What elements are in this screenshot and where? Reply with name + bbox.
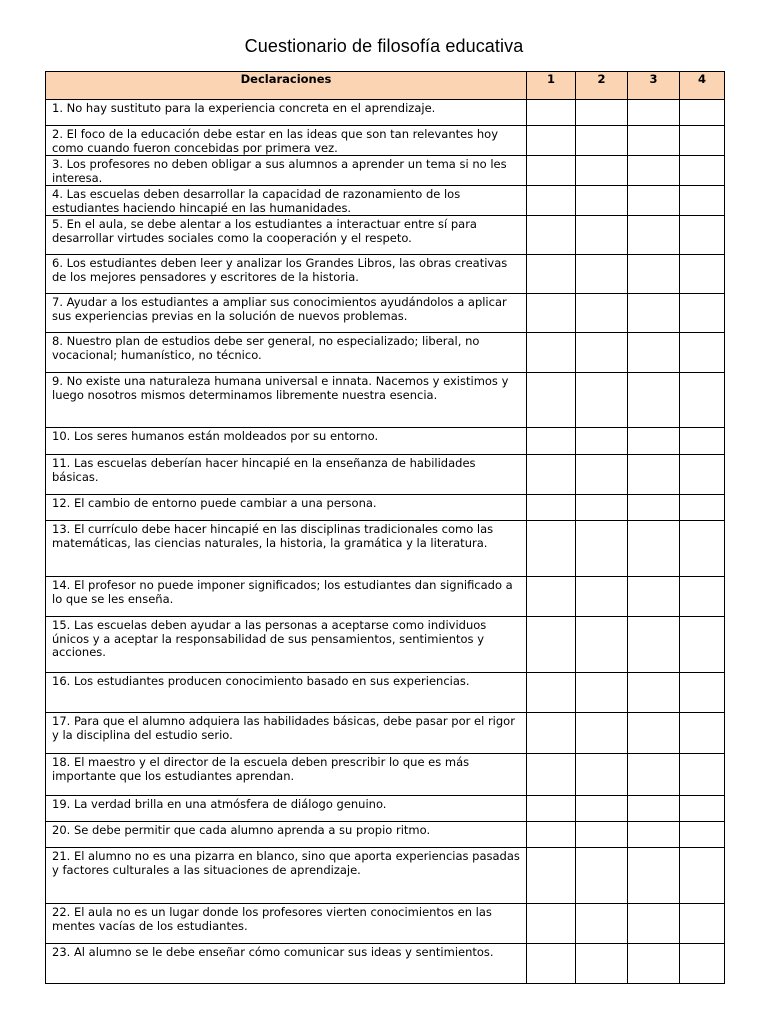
rating-cell-2[interactable] bbox=[576, 186, 628, 216]
rating-cell-3[interactable] bbox=[628, 822, 680, 848]
rating-cell-1[interactable] bbox=[527, 617, 576, 673]
rating-cell-2[interactable] bbox=[576, 255, 628, 294]
rating-cell-3[interactable] bbox=[628, 617, 680, 673]
rating-cell-3[interactable] bbox=[628, 754, 680, 796]
table-row bbox=[46, 495, 725, 521]
rating-cell-1[interactable] bbox=[527, 428, 576, 455]
statement-text: 13. El currículo debe hacer hincapié en las disciplinas tradicionales como las matemáticas, las ciencias naturales, la historia, la gramática y la literatura. bbox=[46, 521, 527, 577]
rating-cell-2[interactable] bbox=[576, 156, 628, 186]
rating-cell-1[interactable] bbox=[527, 156, 576, 186]
rating-cell-4[interactable] bbox=[680, 495, 725, 521]
rating-cell-2[interactable] bbox=[576, 944, 628, 984]
table-row bbox=[46, 156, 725, 186]
statement-text: 23. Al alumno se le debe enseñar cómo comunicar sus ideas y sentimientos. bbox=[46, 944, 527, 984]
rating-cell-1[interactable] bbox=[527, 255, 576, 294]
rating-cell-4[interactable] bbox=[680, 944, 725, 984]
rating-cell-3[interactable] bbox=[628, 904, 680, 944]
rating-cell-2[interactable] bbox=[576, 904, 628, 944]
rating-cell-1[interactable] bbox=[527, 796, 576, 822]
rating-cell-3[interactable] bbox=[628, 673, 680, 713]
rating-cell-2[interactable] bbox=[576, 216, 628, 255]
document-title: Cuestionario de filosofía educativa bbox=[244, 36, 524, 56]
rating-cell-3[interactable] bbox=[628, 126, 680, 156]
statement-text: 7. Ayudar a los estudiantes a ampliar sus conocimientos ayudándolos a aplicar sus experiencias previas en la solución de nuevos problemas. bbox=[46, 294, 527, 333]
rating-cell-1[interactable] bbox=[527, 577, 576, 617]
rating-cell-4[interactable] bbox=[680, 126, 725, 156]
rating-cell-1[interactable] bbox=[527, 186, 576, 216]
rating-cell-4[interactable] bbox=[680, 455, 725, 495]
rating-cell-1[interactable] bbox=[527, 521, 576, 577]
table-row bbox=[46, 216, 725, 255]
table-row bbox=[46, 126, 725, 156]
rating-cell-4[interactable] bbox=[680, 822, 725, 848]
rating-cell-2[interactable] bbox=[576, 521, 628, 577]
statement-text: 17. Para que el alumno adquiera las habilidades básicas, debe pasar por el rigor y la disciplina del estudio serio. bbox=[46, 713, 527, 754]
table-row bbox=[46, 255, 725, 294]
rating-cell-4[interactable] bbox=[680, 333, 725, 373]
rating-cell-3[interactable] bbox=[628, 100, 680, 126]
rating-cell-3[interactable] bbox=[628, 944, 680, 984]
statement-text: 9. No existe una naturaleza humana universal e innata. Nacemos y existimos y luego nosotros mismos determinamos libremente nuestra esencia. bbox=[46, 373, 527, 428]
rating-cell-4[interactable] bbox=[680, 848, 725, 904]
table-row bbox=[46, 373, 725, 428]
table-row bbox=[46, 673, 725, 713]
statement-text: 16. Los estudiantes producen conocimiento basado en sus experiencias. bbox=[46, 673, 527, 713]
statement-text: 18. El maestro y el director de la escuela deben prescribir lo que es más importante que los estudiantes aprendan. bbox=[46, 754, 527, 796]
rating-cell-4[interactable] bbox=[680, 255, 725, 294]
rating-cell-3[interactable] bbox=[628, 577, 680, 617]
rating-cell-4[interactable] bbox=[680, 100, 725, 126]
table-row bbox=[46, 944, 725, 984]
rating-cell-4[interactable] bbox=[680, 156, 725, 186]
statement-text: 5. En el aula, se debe alentar a los estudiantes a interactuar entre sí para desarrollar virtudes sociales como la cooperación y el respeto. bbox=[46, 216, 527, 255]
table-row bbox=[46, 100, 725, 126]
statement-text: 15. Las escuelas deben ayudar a las personas a aceptarse como individuos únicos y a aceptar la responsabilidad de sus pensamientos, sentimientos y acciones. bbox=[46, 617, 527, 673]
header-scale-2: 2 bbox=[576, 72, 628, 100]
table-row bbox=[46, 521, 725, 577]
statement-text: 1. No hay sustituto para la experiencia concreta en el aprendizaje. bbox=[46, 100, 527, 126]
statement-text: 12. El cambio de entorno puede cambiar a una persona. bbox=[46, 495, 527, 521]
rating-cell-2[interactable] bbox=[576, 294, 628, 333]
statement-text: 21. El alumno no es una pizarra en blanco, sino que aporta experiencias pasadas y factores culturales a las situaciones de aprendizaje. bbox=[46, 848, 527, 904]
rating-cell-3[interactable] bbox=[628, 373, 680, 428]
rating-cell-2[interactable] bbox=[576, 673, 628, 713]
statement-text: 11. Las escuelas deberían hacer hincapié en la enseñanza de habilidades básicas. bbox=[46, 455, 527, 495]
table-row bbox=[46, 333, 725, 373]
header-scale-1: 1 bbox=[527, 72, 576, 100]
statement-text: 8. Nuestro plan de estudios debe ser general, no especializado; liberal, no vocacional; humanístico, no técnico. bbox=[46, 333, 527, 373]
table-row bbox=[46, 713, 725, 754]
table-row bbox=[46, 848, 725, 904]
statement-text: 3. Los profesores no deben obligar a sus alumnos a aprender un tema si no les interesa. bbox=[46, 156, 527, 186]
rating-cell-1[interactable] bbox=[527, 822, 576, 848]
rating-cell-3[interactable] bbox=[628, 848, 680, 904]
rating-cell-1[interactable] bbox=[527, 754, 576, 796]
rating-cell-4[interactable] bbox=[680, 904, 725, 944]
rating-cell-1[interactable] bbox=[527, 673, 576, 713]
table-row bbox=[46, 294, 725, 333]
rating-cell-4[interactable] bbox=[680, 373, 725, 428]
rating-cell-2[interactable] bbox=[576, 796, 628, 822]
statement-text: 10. Los seres humanos están moldeados por su entorno. bbox=[46, 428, 527, 455]
rating-cell-1[interactable] bbox=[527, 904, 576, 944]
questionnaire-table bbox=[45, 71, 725, 984]
table-row bbox=[46, 617, 725, 673]
rating-cell-4[interactable] bbox=[680, 796, 725, 822]
statement-text: 6. Los estudiantes deben leer y analizar los Grandes Libros, las obras creativas de los mejores pensadores y escritores de la historia. bbox=[46, 255, 527, 294]
rating-cell-2[interactable] bbox=[576, 822, 628, 848]
rating-cell-1[interactable] bbox=[527, 373, 576, 428]
rating-cell-4[interactable] bbox=[680, 617, 725, 673]
rating-cell-3[interactable] bbox=[628, 521, 680, 577]
rating-cell-2[interactable] bbox=[576, 577, 628, 617]
rating-cell-2[interactable] bbox=[576, 848, 628, 904]
rating-cell-1[interactable] bbox=[527, 333, 576, 373]
rating-cell-4[interactable] bbox=[680, 186, 725, 216]
header-row bbox=[46, 72, 725, 100]
rating-cell-4[interactable] bbox=[680, 521, 725, 577]
statement-text: 22. El aula no es un lugar donde los profesores vierten conocimientos en las mentes vacías de los estudiantes. bbox=[46, 904, 527, 944]
rating-cell-3[interactable] bbox=[628, 495, 680, 521]
rating-cell-3[interactable] bbox=[628, 428, 680, 455]
rating-cell-4[interactable] bbox=[680, 673, 725, 713]
table-row bbox=[46, 577, 725, 617]
rating-cell-4[interactable] bbox=[680, 428, 725, 455]
statement-text: 4. Las escuelas deben desarrollar la capacidad de razonamiento de los estudiantes haciendo hincapié en las humanidades. bbox=[46, 186, 527, 216]
rating-cell-1[interactable] bbox=[527, 216, 576, 255]
statement-text: 20. Se debe permitir que cada alumno aprenda a su propio ritmo. bbox=[46, 822, 527, 848]
header-declaraciones: Declaraciones bbox=[46, 72, 527, 100]
table-row bbox=[46, 754, 725, 796]
rating-cell-2[interactable] bbox=[576, 713, 628, 754]
rating-cell-3[interactable] bbox=[628, 333, 680, 373]
rating-cell-3[interactable] bbox=[628, 156, 680, 186]
statement-text: 19. La verdad brilla en una atmósfera de diálogo genuino. bbox=[46, 796, 527, 822]
rating-cell-4[interactable] bbox=[680, 577, 725, 617]
table-row bbox=[46, 428, 725, 455]
header-scale-4: 4 bbox=[680, 72, 725, 100]
rating-cell-2[interactable] bbox=[576, 495, 628, 521]
rating-cell-3[interactable] bbox=[628, 713, 680, 754]
statement-text: 14. El profesor no puede imponer significados; los estudiantes dan significado a lo que se les enseña. bbox=[46, 577, 527, 617]
rating-cell-4[interactable] bbox=[680, 754, 725, 796]
rating-cell-2[interactable] bbox=[576, 126, 628, 156]
table-row bbox=[46, 822, 725, 848]
header-scale-3: 3 bbox=[628, 72, 680, 100]
rating-cell-4[interactable] bbox=[680, 713, 725, 754]
rating-cell-1[interactable] bbox=[527, 944, 576, 984]
rating-cell-3[interactable] bbox=[628, 186, 680, 216]
rating-cell-4[interactable] bbox=[680, 216, 725, 255]
table-row bbox=[46, 455, 725, 495]
rating-cell-4[interactable] bbox=[680, 294, 725, 333]
rating-cell-2[interactable] bbox=[576, 428, 628, 455]
rating-cell-1[interactable] bbox=[527, 294, 576, 333]
rating-cell-2[interactable] bbox=[576, 333, 628, 373]
rating-cell-1[interactable] bbox=[527, 495, 576, 521]
rating-cell-2[interactable] bbox=[576, 455, 628, 495]
rating-cell-2[interactable] bbox=[576, 373, 628, 428]
statement-text: 2. El foco de la educación debe estar en las ideas que son tan relevantes hoy como cuando fueron concebidas por primera vez. bbox=[46, 126, 527, 156]
rating-cell-3[interactable] bbox=[628, 294, 680, 333]
table-row bbox=[46, 904, 725, 944]
table-row bbox=[46, 796, 725, 822]
rating-cell-2[interactable] bbox=[576, 100, 628, 126]
rating-cell-1[interactable] bbox=[527, 455, 576, 495]
rating-cell-3[interactable] bbox=[628, 455, 680, 495]
rating-cell-3[interactable] bbox=[628, 796, 680, 822]
rating-cell-3[interactable] bbox=[628, 216, 680, 255]
rating-cell-1[interactable] bbox=[527, 848, 576, 904]
rating-cell-1[interactable] bbox=[527, 100, 576, 126]
rating-cell-2[interactable] bbox=[576, 754, 628, 796]
rating-cell-1[interactable] bbox=[527, 126, 576, 156]
rating-cell-3[interactable] bbox=[628, 255, 680, 294]
rating-cell-1[interactable] bbox=[527, 713, 576, 754]
rating-cell-2[interactable] bbox=[576, 617, 628, 673]
table-row bbox=[46, 186, 725, 216]
